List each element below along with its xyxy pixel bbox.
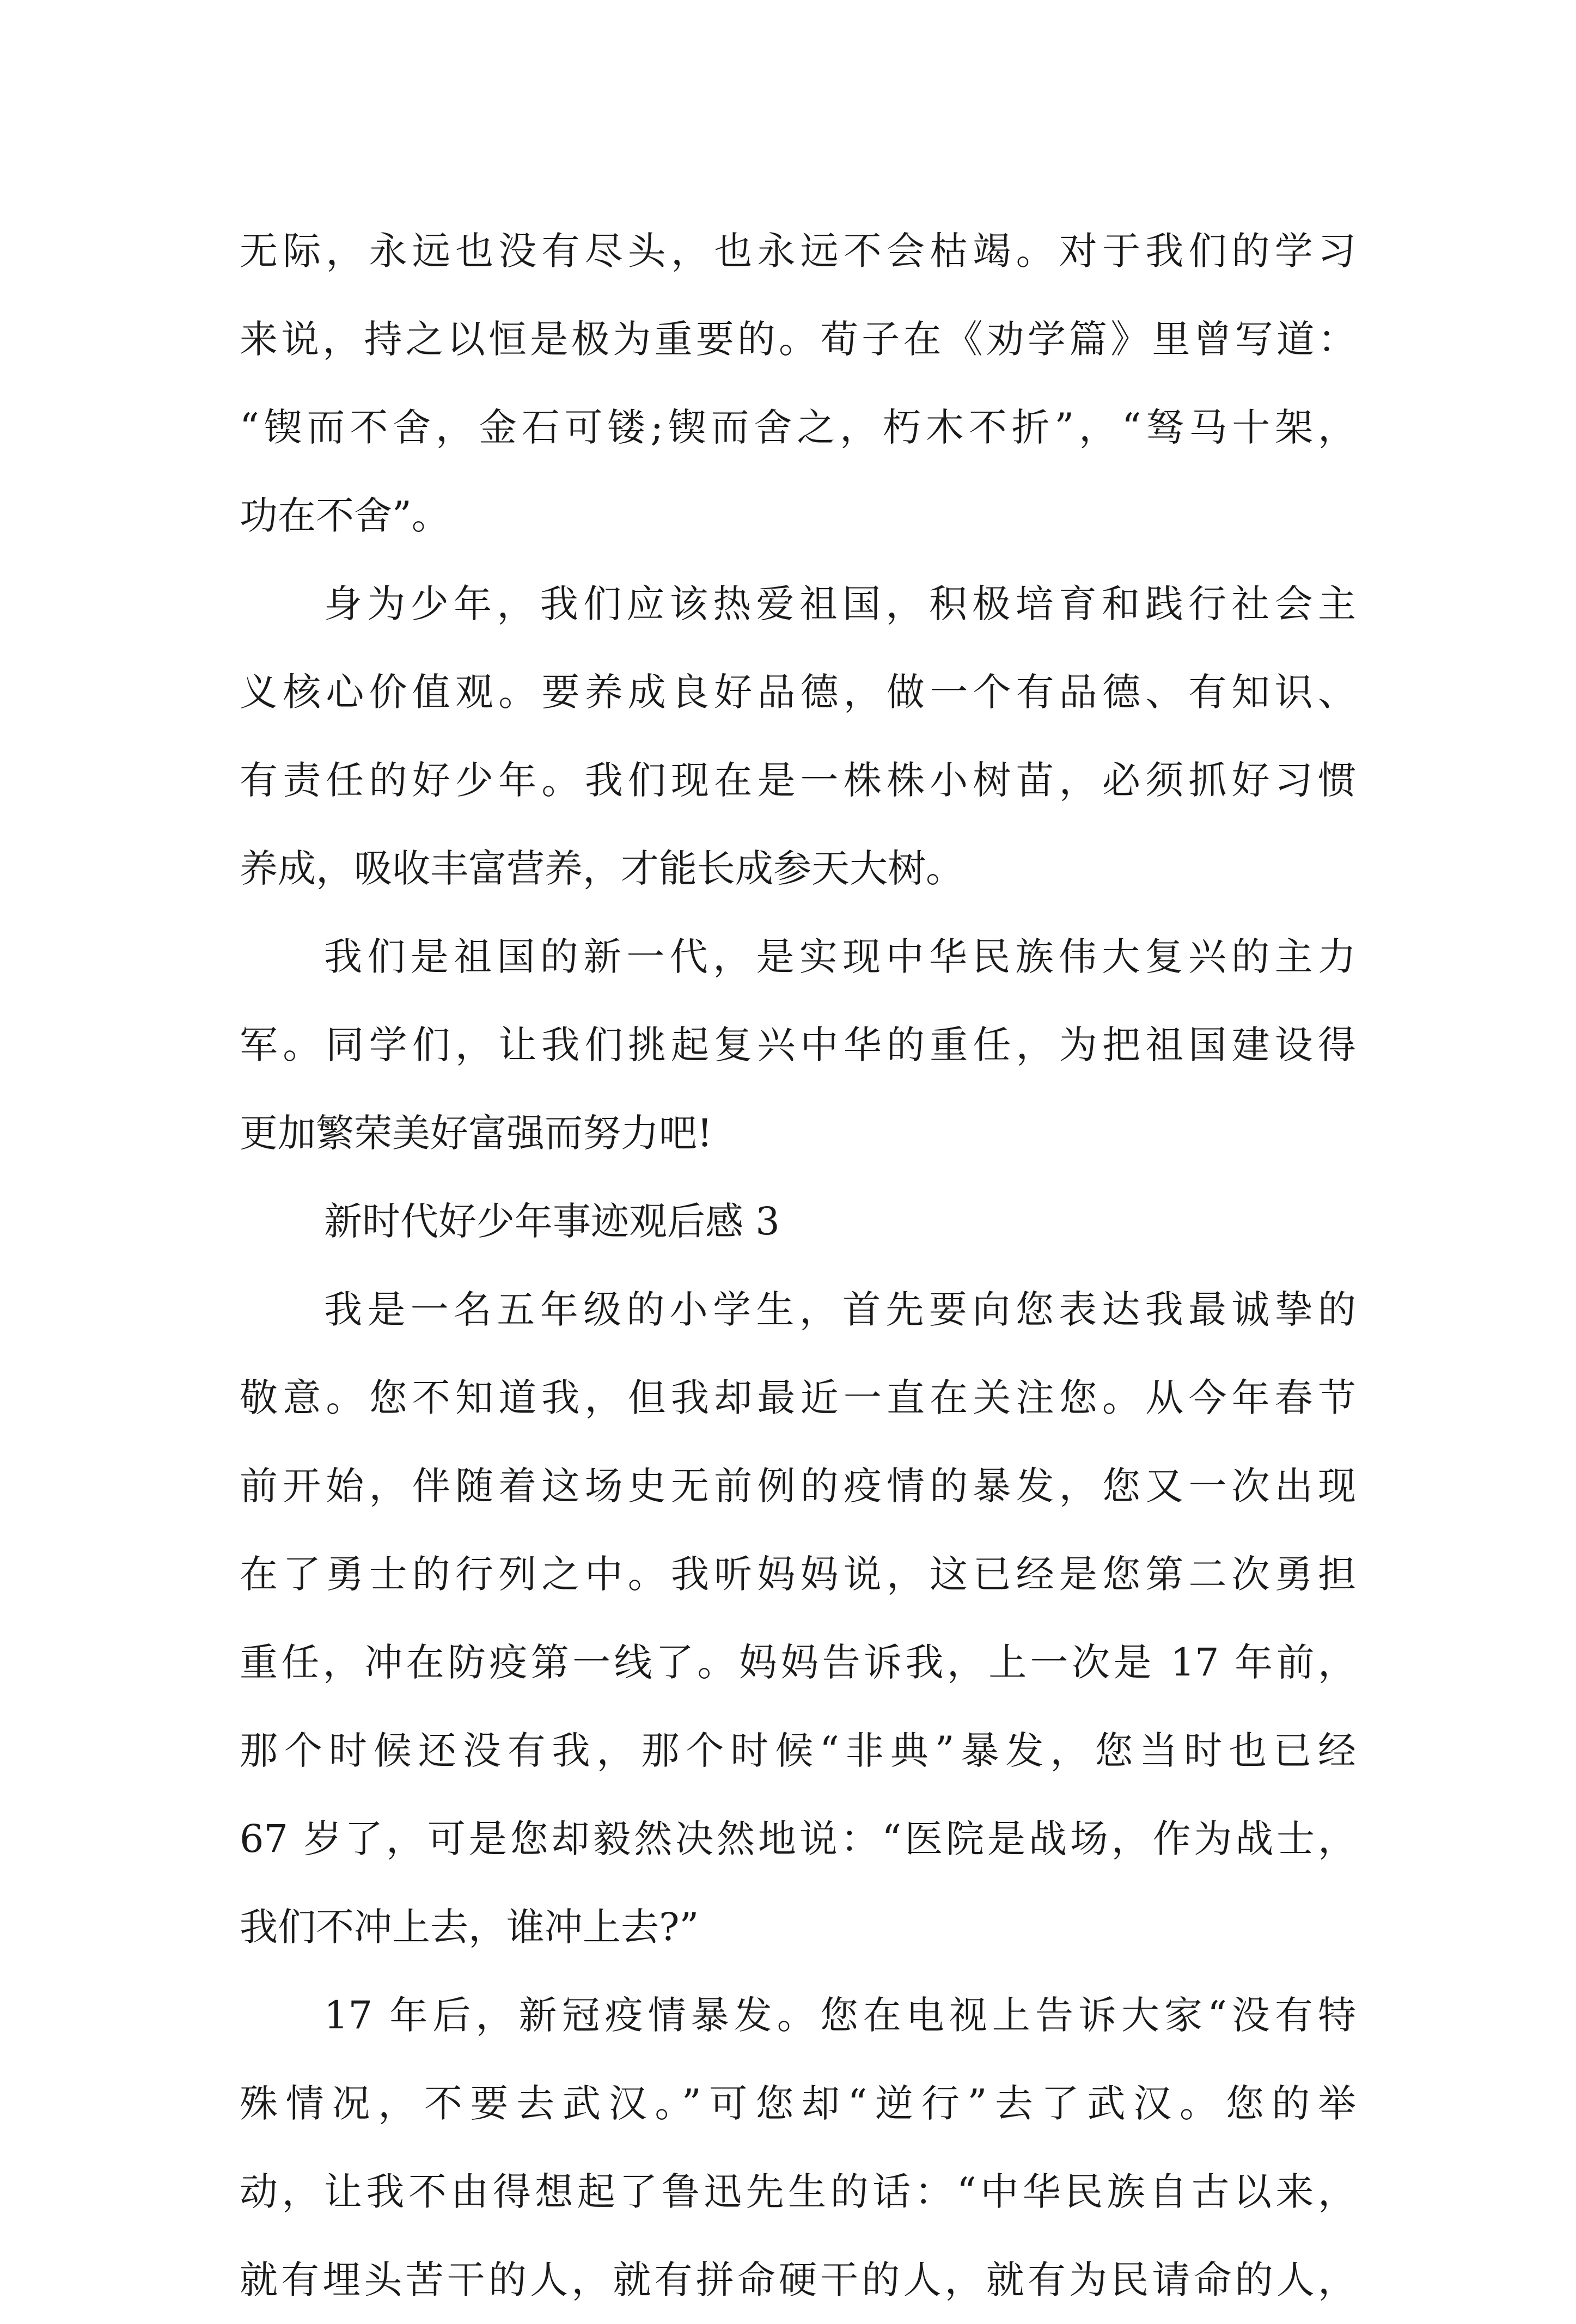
text-line: 就有埋头苦干的人，就有拼命硬干的人，就有为民请命的人， [240, 2258, 1356, 2302]
text-line: “锲而不舍，金石可镂;锲而舍之，朽木不折”，“驽马十架， [240, 405, 1356, 450]
paragraph-start-line: 身为少年，我们应该热爱祖国，积极培育和践行社会主 [324, 582, 1356, 626]
text-line: 来说，持之以恒是极为重要的。荀子在《劝学篇》里曾写道： [240, 317, 1356, 362]
paragraph-start-line: 17 年后，新冠疫情暴发。您在电视上告诉大家“没有特 [324, 1993, 1356, 2038]
text-line: 养成，吸收丰富营养，才能长成参天大树。 [240, 846, 964, 891]
text-line: 更加繁荣美好富强而努力吧! [240, 1111, 713, 1155]
text-line: 敬意。您不知道我，但我却最近一直在关注您。从今年春节 [240, 1375, 1356, 1420]
text-line: 重任，冲在防疫第一线了。妈妈告诉我，上一次是 17 年前， [240, 1640, 1356, 1685]
text-line: 那个时候还没有我，那个时候“非典”暴发，您当时也已经 [240, 1728, 1356, 1773]
text-line: 功在不舍”。 [240, 493, 450, 538]
text-line: 动，让我不由得想起了鲁迅先生的话：“中华民族自古以来， [240, 2169, 1356, 2214]
paragraph-start-line: 我们是祖国的新一代，是实现中华民族伟大复兴的主力 [324, 934, 1356, 979]
paragraph-start-line: 我是一名五年级的小学生，首先要向您表达我最诚挚的 [324, 1287, 1356, 1332]
text-line: 我们不冲上去，谁冲上去?” [240, 1905, 699, 1949]
text-line: 在了勇士的行列之中。我听妈妈说，这已经是您第二次勇担 [240, 1552, 1356, 1597]
text-line: 无际，永远也没有尽头，也永远不会枯竭。对于我们的学习 [240, 229, 1356, 273]
text-line: 有责任的好少年。我们现在是一株株小树苗，必须抓好习惯 [240, 758, 1356, 803]
section-heading: 新时代好少年事迹观后感 3 [324, 1199, 780, 1244]
text-line: 军。同学们，让我们挑起复兴中华的重任，为把祖国建设得 [240, 1023, 1356, 1067]
document-body [240, 207, 1356, 2324]
text-line: 义核心价值观。要养成良好品德，做一个有品德、有知识、 [240, 670, 1356, 714]
text-line: 67 岁了，可是您却毅然决然地说：“医院是战场，作为战士， [240, 1817, 1356, 1861]
text-line: 前开始，伴随着这场史无前例的疫情的暴发，您又一次出现 [240, 1464, 1356, 1508]
text-line: 殊情况，不要去武汉。”可您却“逆行”去了武汉。您的举 [240, 2081, 1356, 2126]
